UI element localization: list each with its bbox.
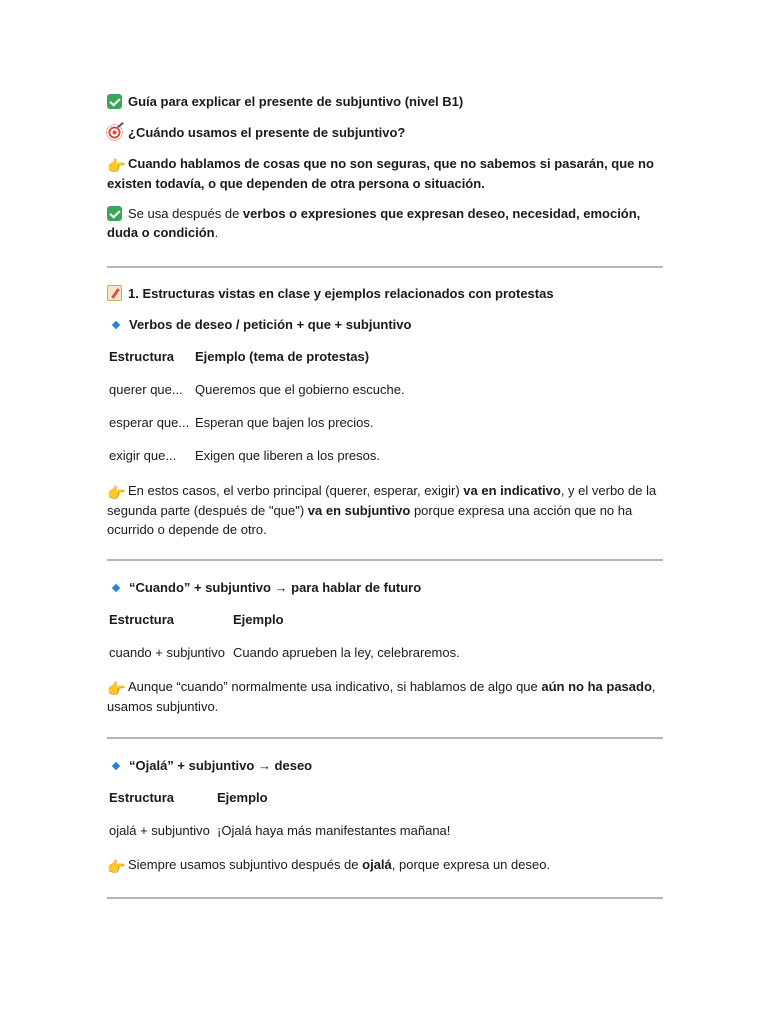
target-icon <box>107 125 122 140</box>
table-header: Estructura <box>109 612 175 627</box>
table-cell: cuando + subjuntivo <box>109 645 226 660</box>
structures-table <box>107 347 663 467</box>
table-cell: esperar que... <box>109 415 190 430</box>
pointing-hand-icon: 👉 <box>107 681 126 698</box>
table-header: Ejemplo <box>233 612 284 627</box>
table-header: Estructura <box>109 790 175 805</box>
pointing-hand-icon: 👉 <box>107 859 126 876</box>
question-heading: ¿Cuándo usamos el presente de subjuntivo? <box>107 123 663 142</box>
table-cell: Cuando aprueben la ley, celebraremos. <box>233 645 460 660</box>
table-cell: querer que... <box>109 382 183 397</box>
section2-note: 👉 Aunque “cuando” normalmente usa indicativo, si hablamos de algo que aún no ha pasado, usamos subjuntivo. <box>107 679 656 714</box>
table-header: Ejemplo <box>217 790 268 805</box>
check-icon <box>107 94 122 109</box>
table-header: Estructura <box>109 349 175 364</box>
section-divider <box>107 266 663 268</box>
table-header: Ejemplo (tema de protestas) <box>195 349 370 364</box>
table-cell: Queremos que el gobierno escuche. <box>195 382 405 397</box>
table-cell: ojalá + subjuntivo <box>109 823 210 838</box>
guide-title: Guía para explicar el presente de subjuntivo (nivel B1) <box>107 92 663 111</box>
section-divider <box>107 559 663 561</box>
memo-icon <box>107 285 122 301</box>
pointing-hand-icon: 👉 <box>107 158 126 175</box>
table-cell: Esperan que bajen los precios. <box>195 415 374 430</box>
ojala-table <box>107 788 663 842</box>
table-cell: ¡Ojalá haya más manifestantes mañana! <box>217 823 451 838</box>
section-divider <box>107 897 663 899</box>
section2-subtitle: “Cuando” + subjuntivo → para hablar de futuro <box>107 578 663 597</box>
answer-paragraph: 👉 Cuando hablamos de cosas que no son seguras, que no sabemos si pasarán, que no existen todavía, o que dependen de otra persona o situación. <box>107 156 654 191</box>
section-divider <box>107 737 663 739</box>
check-icon <box>107 206 122 221</box>
blue-diamond-icon <box>112 584 120 592</box>
pointing-hand-icon: 👉 <box>107 485 126 502</box>
cuando-table <box>107 610 663 664</box>
section1-note: 👉 En estos casos, el verbo principal (querer, esperar, exigir) va en indicativo, y el verbo de la segunda parte (después de "que") va en subjuntivo porque expresa una acción que no ha ocurrido o depende de otro. <box>107 483 657 537</box>
section3-note: 👉 Siempre usamos subjuntivo después de ojalá, porque expresa un deseo. <box>107 857 551 876</box>
section1-subtitle: Verbos de deseo / petición + que + subjuntivo <box>107 315 663 334</box>
blue-diamond-icon <box>112 762 120 770</box>
usage-paragraph: Se usa después de verbos o expresiones que expresan deseo, necesidad, emoción, duda o condición. <box>107 206 641 240</box>
table-cell: exigir que... <box>109 448 177 463</box>
section3-subtitle: “Ojalá” + subjuntivo → deseo <box>107 756 663 775</box>
table-cell: Exigen que liberen a los presos. <box>195 448 381 463</box>
blue-diamond-icon <box>112 321 120 329</box>
section1-title: 1. Estructuras vistas en clase y ejemplos relacionados con protestas <box>107 284 663 303</box>
